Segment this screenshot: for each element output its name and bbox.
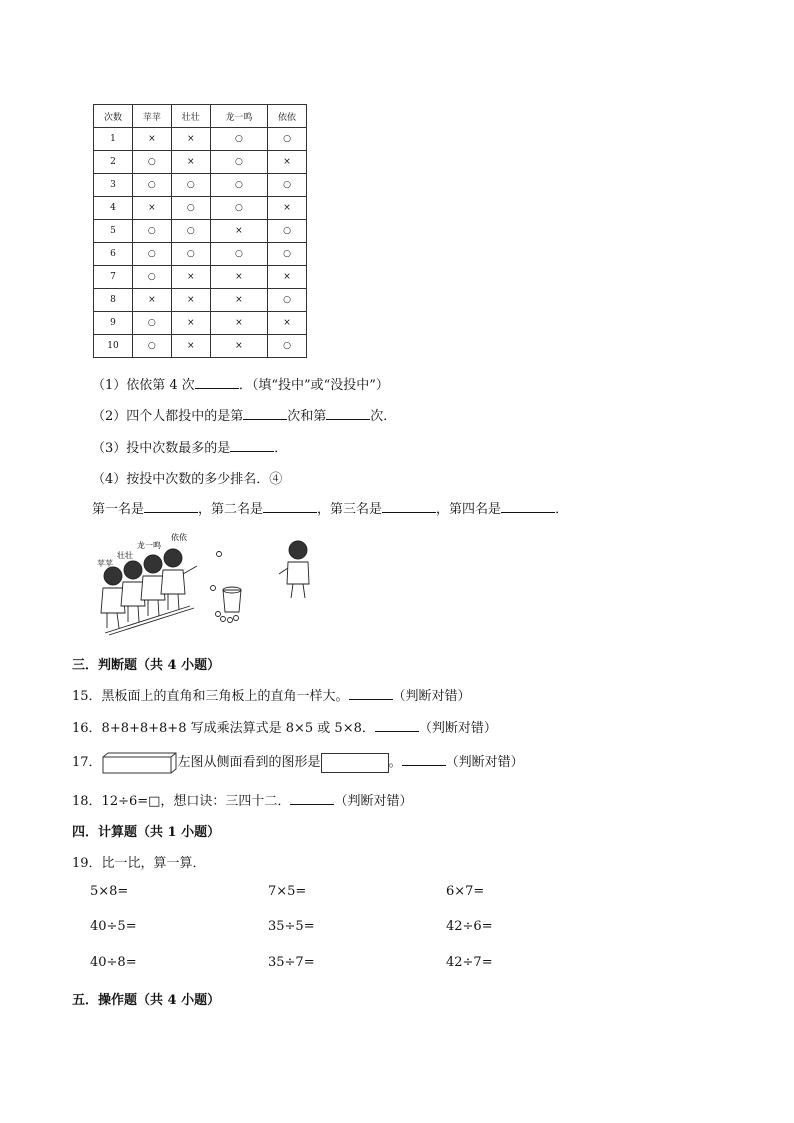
answer-blank[interactable] xyxy=(144,500,198,513)
calc-item: 35÷5= xyxy=(268,919,315,934)
result-cell: × xyxy=(210,266,267,289)
calc-item: 7×5= xyxy=(268,884,307,899)
result-cell: × xyxy=(268,266,307,289)
calc-item: 6×7= xyxy=(446,884,485,899)
answer-blank[interactable] xyxy=(263,500,317,513)
attempt-number-cell: 10 xyxy=(94,335,133,358)
section3-title: 三．判断题（共 4 小题） xyxy=(72,658,221,673)
calc-item: 40÷8= xyxy=(90,955,137,970)
attempt-number-cell: 2 xyxy=(94,151,133,174)
table-row xyxy=(94,197,307,220)
answer-blank[interactable] xyxy=(243,407,287,420)
table-row xyxy=(94,335,307,358)
table-row xyxy=(94,174,307,197)
result-cell: ○ xyxy=(171,174,210,197)
result-cell: × xyxy=(171,335,210,358)
result-cell: × xyxy=(171,266,210,289)
result-cell: ○ xyxy=(210,243,267,266)
result-cell: × xyxy=(210,220,267,243)
shots-table xyxy=(93,104,307,358)
attempt-number-cell: 8 xyxy=(94,289,133,312)
cuboid-figure xyxy=(102,752,178,774)
result-cell: ○ xyxy=(268,220,307,243)
result-cell: ○ xyxy=(132,151,171,174)
q14-part3: （3）投中次数最多的是 ． xyxy=(92,441,288,456)
result-cell: ○ xyxy=(210,197,267,220)
col-header: 苹苹 xyxy=(132,105,171,128)
result-cell: × xyxy=(132,289,171,312)
result-cell: × xyxy=(268,312,307,335)
table-header-row xyxy=(94,105,307,128)
result-cell: ○ xyxy=(132,220,171,243)
side-view-rect xyxy=(321,753,389,773)
result-cell: × xyxy=(132,128,171,151)
label-yiyi: 依依 xyxy=(171,533,187,542)
result-cell: ○ xyxy=(132,312,171,335)
answer-blank[interactable] xyxy=(402,753,446,766)
q14-part1: （1）依依第 4 次 ．（填“投中”或“没投中”） xyxy=(92,378,389,393)
attempt-number-cell: 9 xyxy=(94,312,133,335)
result-cell: ○ xyxy=(210,151,267,174)
result-cell: × xyxy=(171,289,210,312)
attempt-number-cell: 3 xyxy=(94,174,133,197)
calc-item: 5×8= xyxy=(90,884,129,899)
table-row xyxy=(94,266,307,289)
col-header: 壮壮 xyxy=(171,105,210,128)
result-cell: ○ xyxy=(210,128,267,151)
table-row xyxy=(94,312,307,335)
calc-item: 35÷7= xyxy=(268,955,315,970)
result-cell: ○ xyxy=(268,289,307,312)
calc-item: 40÷5= xyxy=(90,919,137,934)
q14-ranking: 第一名是 ，第二名是 ，第三名是 ，第四名是 ． xyxy=(92,502,569,517)
result-cell: ○ xyxy=(268,335,307,358)
result-cell: ○ xyxy=(268,174,307,197)
col-header: 次数 xyxy=(94,105,133,128)
answer-blank[interactable] xyxy=(375,719,419,732)
q16: 16．8+8+8+8+8 写成乘法算式是 8×5 或 5×8． （判断对错） xyxy=(72,721,497,736)
attempt-number-cell: 4 xyxy=(94,197,133,220)
section5-title: 五．操作题（共 4 小题） xyxy=(72,993,221,1008)
result-cell: ○ xyxy=(210,174,267,197)
q18: 18．12÷6=□，想口诀：三四十二． （判断对错） xyxy=(72,794,413,809)
answer-blank[interactable] xyxy=(230,439,274,452)
result-cell: ○ xyxy=(132,335,171,358)
col-header: 龙一鸣 xyxy=(210,105,267,128)
q19: 19．比一比，算一算． xyxy=(72,856,206,871)
result-cell: ○ xyxy=(132,266,171,289)
col-header: 依依 xyxy=(268,105,307,128)
result-cell: × xyxy=(171,128,210,151)
result-cell: × xyxy=(210,289,267,312)
answer-blank[interactable] xyxy=(501,500,555,513)
throwing-illustration xyxy=(95,528,320,638)
result-cell: × xyxy=(171,151,210,174)
result-cell: ○ xyxy=(268,128,307,151)
attempt-number-cell: 1 xyxy=(94,128,133,151)
result-cell: × xyxy=(132,197,171,220)
section4-title: 四．计算题（共 1 小题） xyxy=(72,825,221,840)
label-pingping: 苹苹 xyxy=(97,559,113,568)
table-row xyxy=(94,220,307,243)
result-cell: ○ xyxy=(171,197,210,220)
table-row xyxy=(94,243,307,266)
result-cell: ○ xyxy=(268,243,307,266)
result-cell: × xyxy=(268,197,307,220)
table-row xyxy=(94,151,307,174)
result-cell: ○ xyxy=(171,243,210,266)
attempt-number-cell: 5 xyxy=(94,220,133,243)
q14-part2: （2）四个人都投中的是第 次和第 次． xyxy=(92,409,397,424)
result-cell: ○ xyxy=(132,243,171,266)
calc-item: 42÷7= xyxy=(446,955,493,970)
result-cell: × xyxy=(210,312,267,335)
answer-blank[interactable] xyxy=(382,500,436,513)
table-row xyxy=(94,289,307,312)
result-cell: × xyxy=(268,151,307,174)
answer-blank[interactable] xyxy=(326,407,370,420)
label-zhuangzhuang: 壮壮 xyxy=(117,551,133,560)
result-cell: × xyxy=(171,312,210,335)
answer-blank[interactable] xyxy=(349,687,393,700)
q15: 15．黑板面上的直角和三角板上的直角一样大。 （判断对错） xyxy=(72,689,471,704)
result-cell: ○ xyxy=(132,174,171,197)
answer-blank[interactable] xyxy=(195,376,239,389)
attempt-number-cell: 7 xyxy=(94,266,133,289)
attempt-number-cell: 6 xyxy=(94,243,133,266)
q17: 17． 左图从侧面看到的图形是 。 （判断对错） xyxy=(72,751,524,774)
answer-blank[interactable] xyxy=(290,792,334,805)
result-cell: × xyxy=(210,335,267,358)
q14-part4: （4）按投中次数的多少排名．④ xyxy=(92,472,283,487)
table-row xyxy=(94,128,307,151)
label-longyiming: 龙一鸣 xyxy=(137,541,161,550)
result-cell: ○ xyxy=(171,220,210,243)
calc-item: 42÷6= xyxy=(446,919,493,934)
